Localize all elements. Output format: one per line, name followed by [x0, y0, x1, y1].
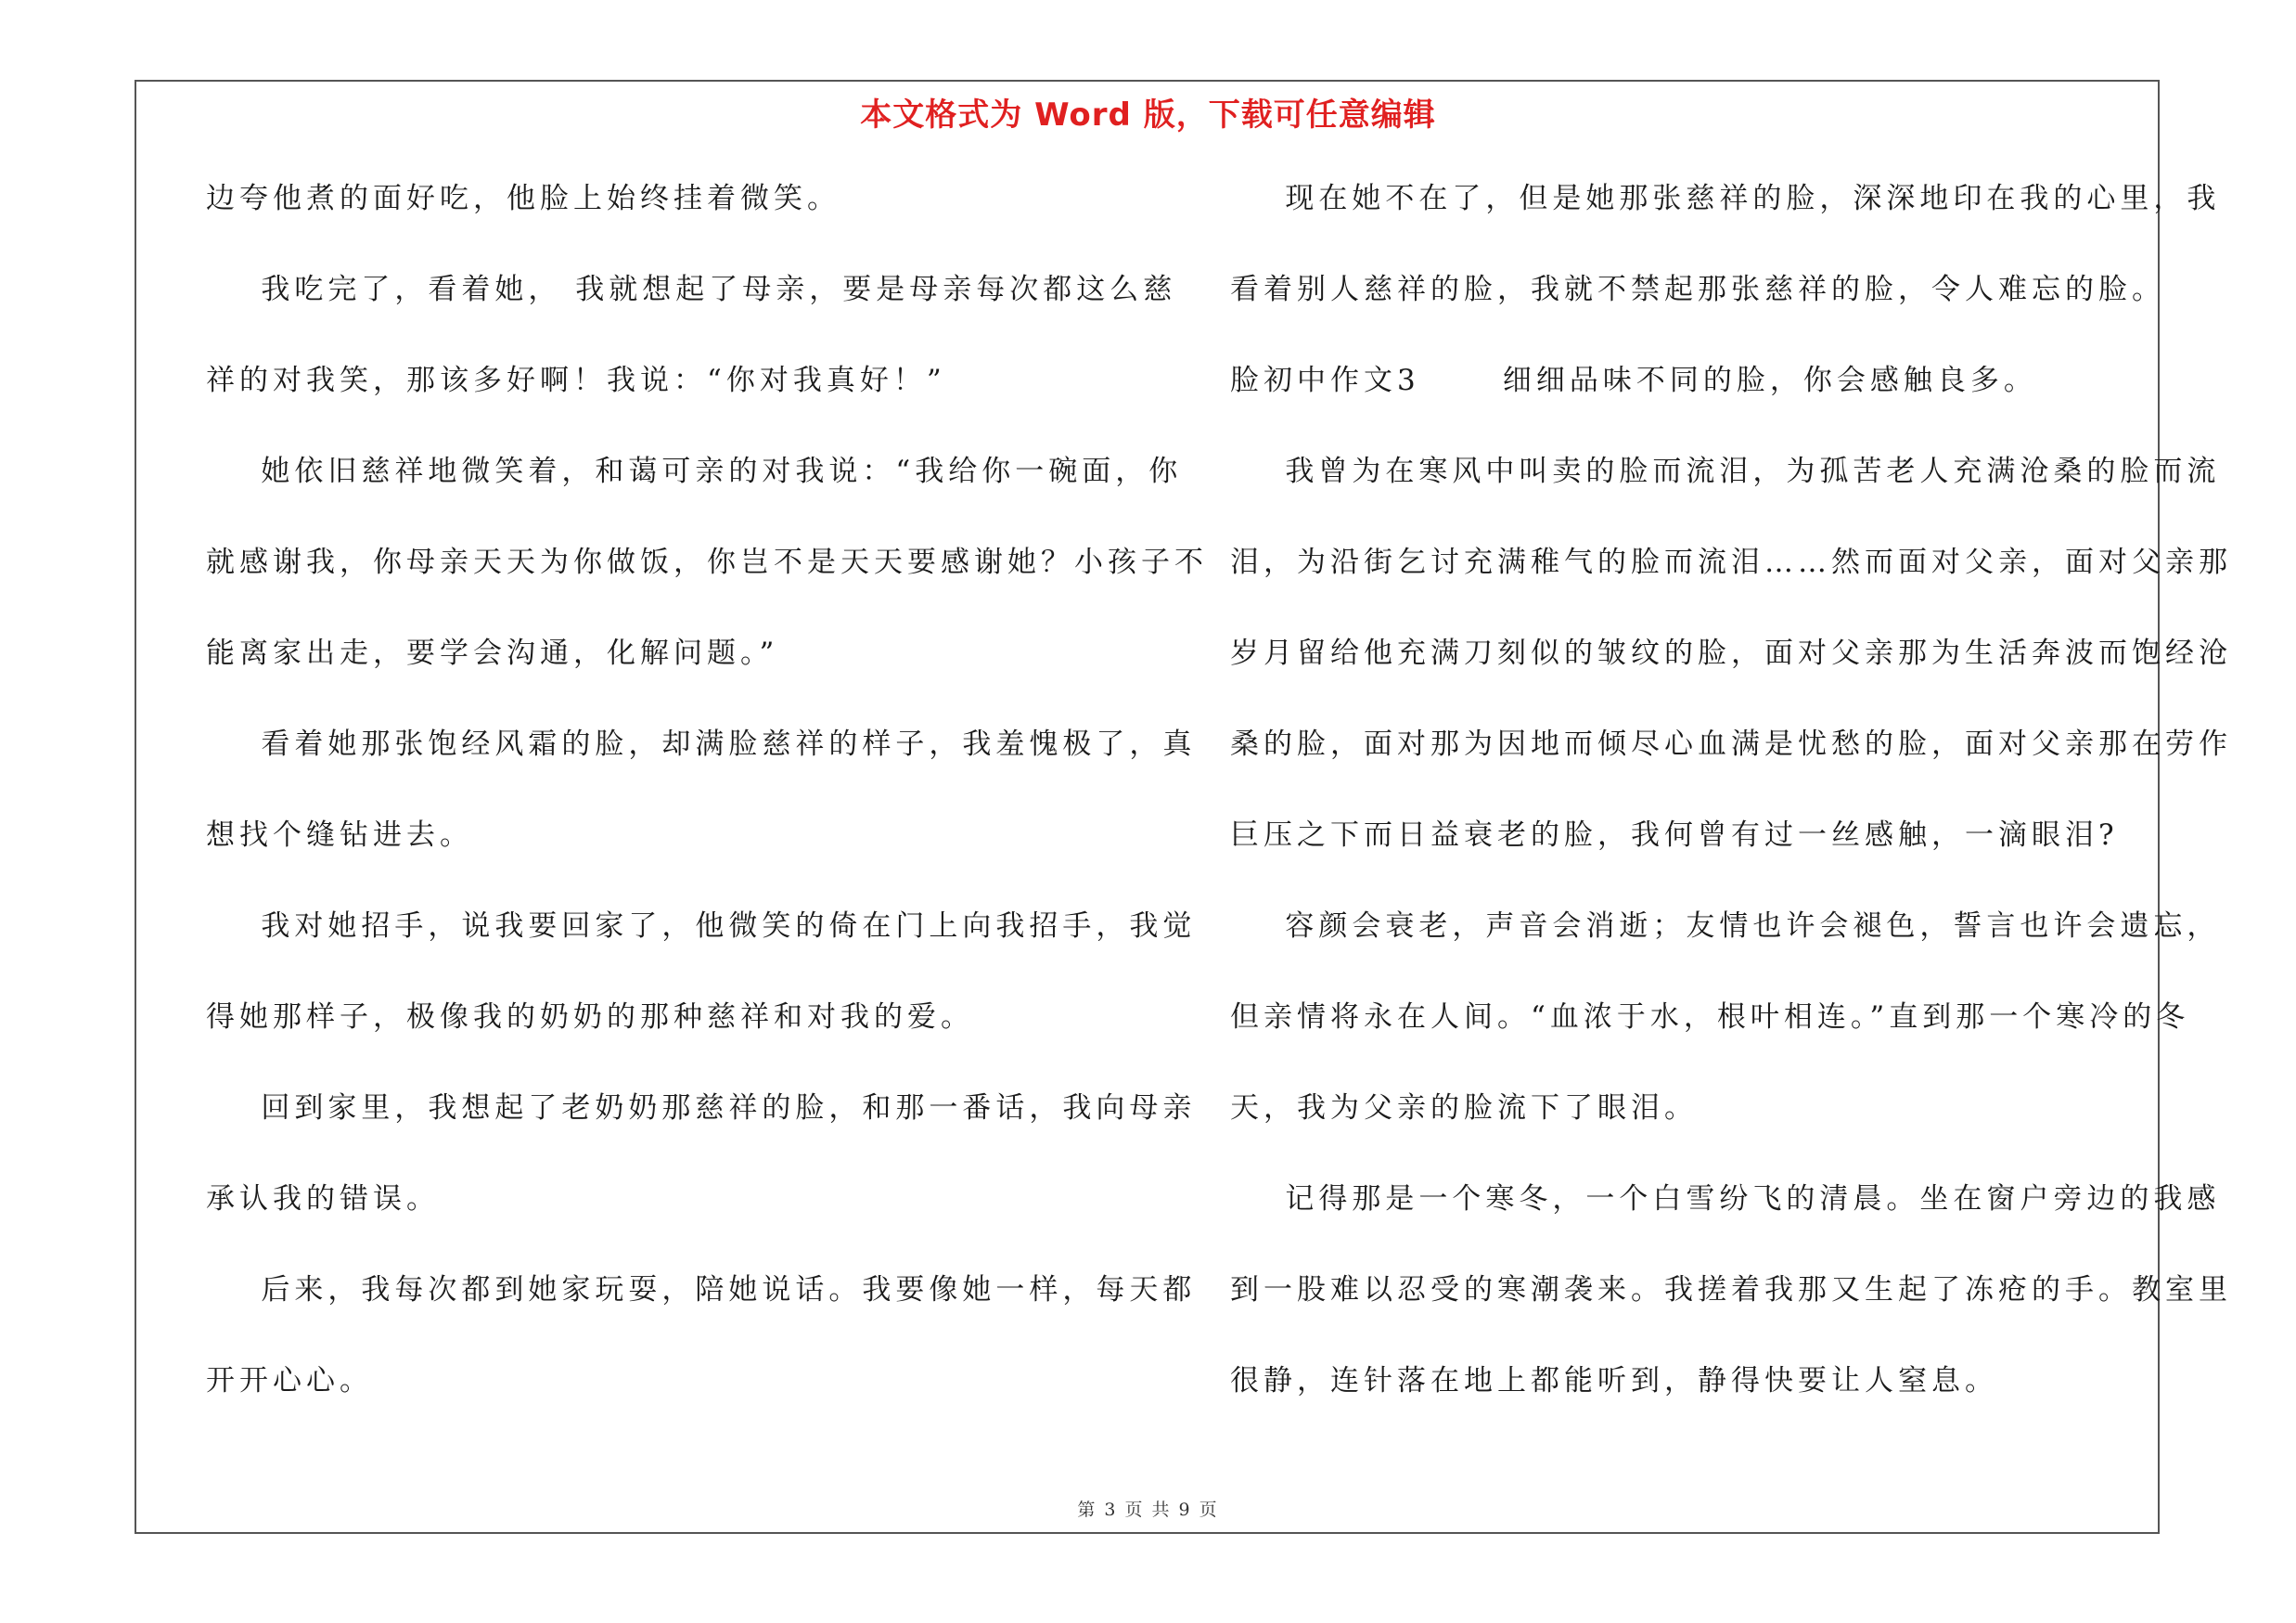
page-number-footer: 第 3 页 共 9 页: [1077, 1500, 1219, 1520]
text-line: 边夸他煮的面好吃，他脸上始终挂着微笑。: [206, 182, 840, 215]
text-line: 开开心心。: [206, 1364, 373, 1398]
text-line: 能离家出走，要学会沟通，化解问题。”: [206, 637, 779, 670]
text-line: 后来，我每次都到她家玩耍，陪她说话。我要像她一样，每天都: [206, 1273, 1197, 1307]
text-line: 但亲情将永在人间。“血浓于水，根叶相连。”直到那一个寒冷的冬: [1230, 1000, 2190, 1034]
text-line: 我对她招手，说我要回家了，他微笑的倚在门上向我招手，我觉: [206, 909, 1197, 943]
text-line: 容颜会衰老，声音会消逝；友情也许会褪色，誓言也许会遗忘，: [1230, 909, 2221, 943]
text-line: 现在她不在了，但是她那张慈祥的脸，深深地印在我的心里，我: [1230, 182, 2221, 215]
text-line: 回到家里，我想起了老奶奶那慈祥的脸，和那一番话，我向母亲: [206, 1091, 1197, 1125]
text-line: 想找个缝钻进去。: [206, 818, 473, 852]
text-line: 记得那是一个寒冬，一个白雪纷飞的清晨。坐在窗户旁边的我感: [1230, 1182, 2221, 1216]
format-banner: 本文格式为 Word 版，下载可任意编辑: [860, 97, 1436, 134]
text-line: 桑的脸，面对那为因地而倾尽心血满是忧愁的脸，面对父亲那在劳作: [1230, 728, 2232, 761]
text-line: 天，我为父亲的脸流下了眼泪。: [1230, 1091, 1698, 1125]
text-line: 巨压之下而日益衰老的脸，我何曾有过一丝感触，一滴眼泪?: [1230, 818, 2119, 852]
text-line: 得她那样子，极像我的奶奶的那种慈祥和对我的爱。: [206, 1000, 974, 1034]
text-line: 承认我的错误。: [206, 1182, 440, 1216]
text-line: 很静，连针落在地上都能听到，静得快要让人窒息。: [1230, 1364, 1998, 1398]
text-line: 岁月留给他充满刀刻似的皱纹的脸，面对父亲那为生活奔波而饱经沧: [1230, 637, 2232, 670]
text-line: 她依旧慈祥地微笑着，和蔼可亲的对我说：“我给你一碗面，你: [206, 455, 1183, 488]
text-line: 看着她那张饱经风霜的脸，却满脸慈祥的样子，我羞愧极了，真: [206, 728, 1197, 761]
section-heading-line: 脸初中作文3 细细品味不同的脸，你会感触良多。: [1230, 364, 2037, 397]
text-line: 看着别人慈祥的脸，我就不禁起那张慈祥的脸，令人难忘的脸。: [1230, 273, 2165, 306]
text-line: 我吃完了，看着她， 我就想起了母亲，要是母亲每次都这么慈: [206, 273, 1177, 306]
text-line: 到一股难以忍受的寒潮袭来。我搓着我那又生起了冻疮的手。教室里: [1230, 1273, 2232, 1307]
text-line: 祥的对我笑，那该多好啊！我说：“你对我真好！”: [206, 364, 946, 397]
text-line: 我曾为在寒风中叫卖的脸而流泪，为孤苦老人充满沧桑的脸而流: [1230, 455, 2221, 488]
text-line: 就感谢我，你母亲天天为你做饭，你岂不是天天要感谢她？小孩子不: [206, 546, 1208, 579]
text-line: 泪，为沿街乞讨充满稚气的脸而流泪……然而面对父亲，面对父亲那: [1230, 546, 2232, 579]
